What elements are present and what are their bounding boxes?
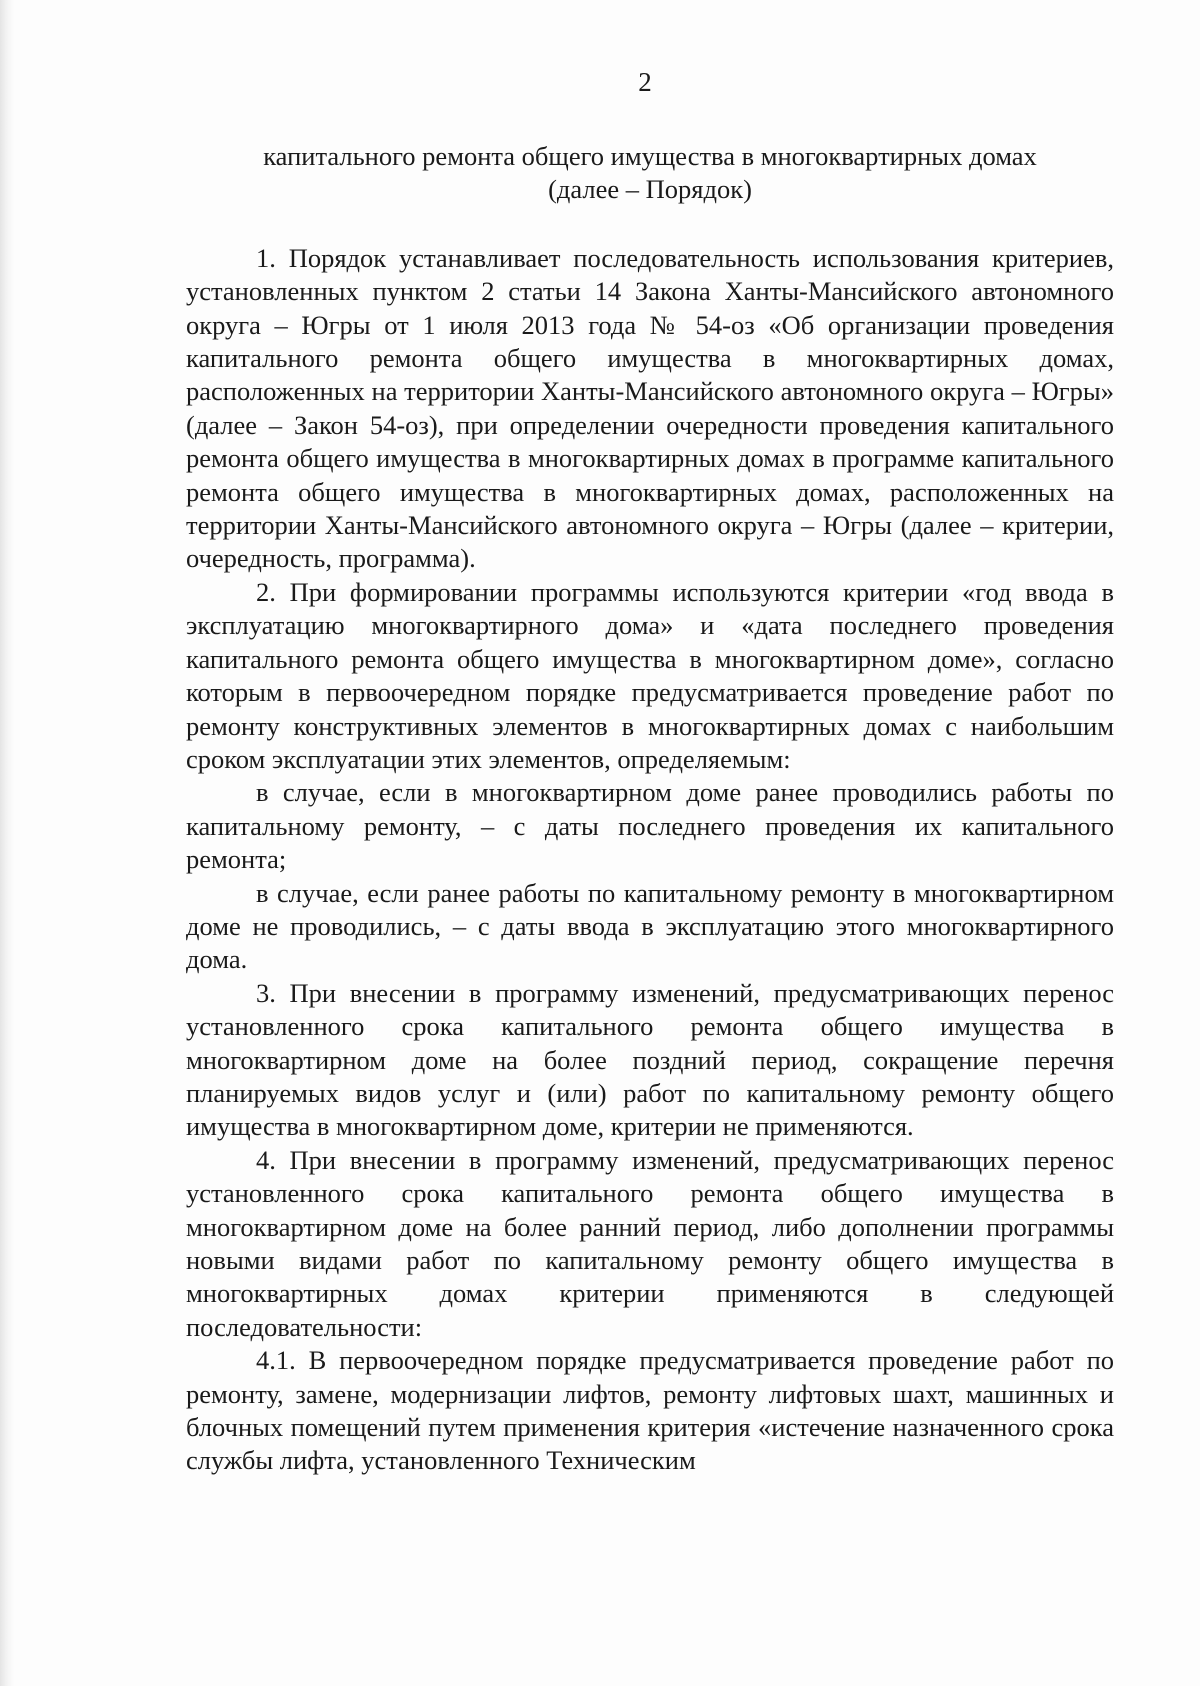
paragraph-2-case-1: в случае, если в многоквартирном доме ранее проводились работы по капитальному ремонту, – с даты последнего проведения их капитального ремонта; xyxy=(186,777,1114,875)
paragraph-2-case-2: в случае, если ранее работы по капитальному ремонту в многоквартирном доме не проводились, – с даты ввода в эксплуатацию этого многоквартирного дома. xyxy=(186,877,1114,975)
paragraph-3: 3. При внесении в программу изменений, предусматривающих перенос установленного срока капитального ремонта общего имущества в многоквартирном доме на более поздний период, сокращение перечня планируемых видов услуг и (или) работ по капитальному ремонту общего имущества в многоквартирном доме, критерии не применяются. xyxy=(186,977,1114,1142)
paragraph-4-1: 4.1. В первоочередном порядке предусматривается проведение работ по ремонту, замене, модернизации лифтов, ремонту лифтовых шахт, машинных и блочных помещений путем применения критерия «истечение назначенного срока службы лифта, установленного Техническим xyxy=(186,1345,1114,1476)
paragraph-list xyxy=(186,242,1114,1478)
paragraph-1: 1. Порядок устанавливает последовательность использования критериев, установленных пунктом 2 статьи 14 Закона Ханты-Мансийского автономного округа – Югры от 1 июля 2013 года № 54-оз «Об организации проведения капитального ремонта общего имущества в многоквартирных домах, расположенных на территории Ханты-Мансийского автономного округа – Югры» (далее – Закон 54-оз), при определении очередности проведения капитального ремонта общего имущества в многоквартирных домах в программе капитального ремонта общего имущества в многоквартирных домах, расположенных на территории Ханты-Мансийского автономного округа – Югры (далее – критерии, очередность, программа). xyxy=(186,242,1114,574)
page-number: 2 xyxy=(638,67,652,97)
document-body xyxy=(186,140,1114,1478)
heading-line-2: (далее – Порядок) xyxy=(548,174,752,205)
paragraph-4: 4. При внесении в программу изменений, предусматривающих перенос установленного срока капитального ремонта общего имущества в многоквартирном доме на более ранний период, либо дополнении программы новыми видами работ по капитальному ремонту общего имущества в многоквартирных домах критерии применяются в следующей последовательности: xyxy=(186,1144,1114,1342)
paragraph-2: 2. При формировании программы используются критерии «год ввода в эксплуатацию многоквартирного дома» и «дата последнего проведения капитального ремонта общего имущества в многоквартирном доме», согласно которым в первоочередном порядке предусматривается проведение работ по ремонту конструктивных элементов в многоквартирных домах с наибольшим сроком эксплуатации этих элементов, определяемым: xyxy=(186,576,1114,774)
document-heading xyxy=(186,140,1114,207)
scan-edge-shadow xyxy=(0,0,14,1686)
heading-line-1: капитального ремонта общего имущества в многоквартирных домах xyxy=(263,141,1037,171)
